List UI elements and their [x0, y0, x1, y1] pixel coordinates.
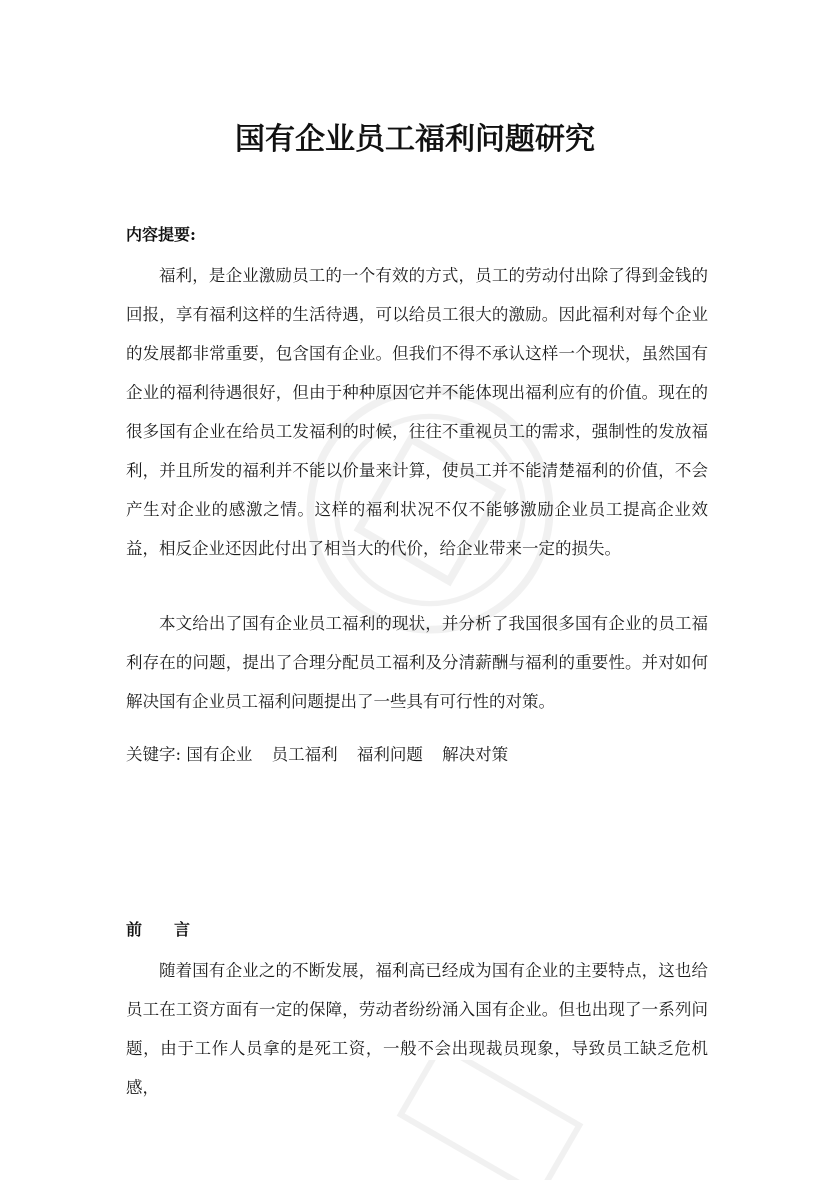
keyword-item: 解决对策: [442, 745, 509, 764]
preface-heading-char-1: 前: [126, 920, 143, 939]
keyword-item: 国有企业: [186, 745, 253, 764]
abstract-paragraph-2: 本文给出了国有企业员工福利的现状，并分析了我国很多国有企业的员工福利存在的问题，提出了合理分配员工福利及分清薪酬与福利的重要性。并对如何解决国有企业员工福利问题提出了一些具有可行性的对策。: [126, 614, 708, 711]
preface-heading: [126, 917, 190, 940]
keywords-line: [126, 735, 522, 774]
preface-heading-char-2: 言: [174, 920, 191, 939]
document-title: 国有企业员工福利问题研究: [235, 122, 595, 157]
keywords-label: 关键字:: [126, 745, 182, 764]
abstract-paragraph-1: 福利，是企业激励员工的一个有效的方式，员工的劳动付出除了得到金钱的回报，享有福利这样的生活待遇，可以给员工很大的激励。因此福利对每个企业的发展都非常重要，包含国有企业。但我们不得不承认这样一个现状，虽然国有企业的福利待遇很好，但由于种种原因它并不能体现出福利应有的价值。现在的很多国有企业在给员工发福利的时候，往往不重视员工的需求，强制性的发放福利，并且所发的福利并不能以价量来计算，使员工并不能清楚福利的价值，不会产生对企业的感激之情。这样的福利状况不仅不能够激励企业员工提高企业效益，相反企业还因此付出了相当大的代价，给企业带来一定的损失。: [126, 266, 708, 558]
keyword-item: 员工福利: [271, 745, 338, 764]
keyword-item: 福利问题: [356, 745, 423, 764]
abstract-heading: 内容提要:: [126, 225, 196, 244]
preface-paragraph: 随着国有企业之的不断发展，福利高已经成为国有企业的主要特点，这也给员工在工资方面有一定的保障，劳动者纷纷涌入国有企业。但也出现了一系列问题，由于工作人员拿的是死工资，一般不会出现裁员现象，导致员工缺乏危机感，: [126, 961, 708, 1097]
